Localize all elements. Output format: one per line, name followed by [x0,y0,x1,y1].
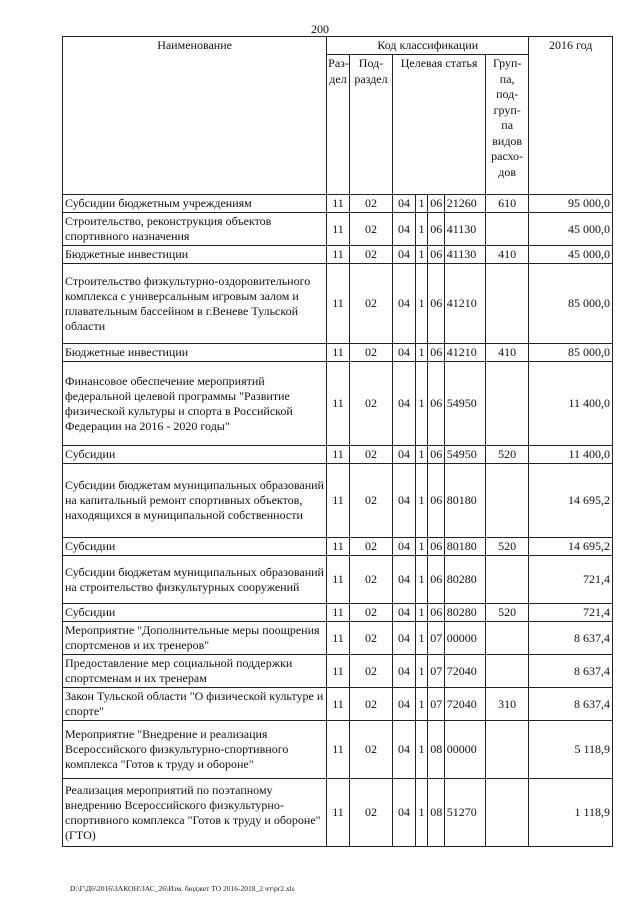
row-target-subprogram: 1 [415,446,427,464]
header-year: 2016 год [529,37,613,195]
row-name: Субсидии бюджетам муниципальных образований на капитальный ремонт спортивных объектов, находящихся в муниципальной собственности [63,464,327,538]
row-target-event: 06 [428,344,445,362]
table-row [63,195,613,213]
row-name: Субсидии [63,446,327,464]
row-name: Бюджетные инвестиции [63,246,327,264]
row-section: 11 [327,604,350,622]
row-target-subprogram: 1 [415,213,427,246]
row-subsection: 02 [349,556,392,604]
row-amount: 721,4 [529,556,613,604]
row-section: 11 [327,213,350,246]
row-target-direction: 80180 [444,538,485,556]
row-target-event: 06 [428,446,445,464]
table-row [63,779,613,847]
budget-table [62,36,613,847]
row-name: Субсидии бюджетным учреждениям [63,195,327,213]
row-target-direction: 00000 [444,622,485,655]
row-target-event: 06 [428,556,445,604]
row-target-subprogram: 1 [415,264,427,344]
row-amount: 85 000,0 [529,344,613,362]
row-target-direction: 54950 [444,362,485,446]
footer-file-path: D:\Г\Д6\2016\ЗАКОН\ЗАС_26\Изм. бюджет ТО 2016-2018_2 чт\pr2.xls [70,884,295,893]
row-target-event: 06 [428,464,445,538]
row-subsection: 02 [349,344,392,362]
table-row [63,622,613,655]
row-target-direction: 41130 [444,213,485,246]
row-target-subprogram: 1 [415,464,427,538]
row-section: 11 [327,195,350,213]
table-row [63,604,613,622]
row-amount: 45 000,0 [529,213,613,246]
row-section: 11 [327,688,350,721]
row-section: 11 [327,655,350,688]
table-row [63,556,613,604]
row-name: Финансовое обеспечение мероприятий федеральной целевой программы "Развитие физической культуры и спорта в Российской Федерации на 2016 - 2020 годы" [63,362,327,446]
row-target-program: 04 [393,446,416,464]
row-subsection: 02 [349,604,392,622]
row-amount: 8 637,4 [529,655,613,688]
row-target-program: 04 [393,538,416,556]
row-amount: 14 695,2 [529,538,613,556]
row-target-program: 04 [393,622,416,655]
row-target-event: 06 [428,604,445,622]
row-amount: 8 637,4 [529,622,613,655]
row-expense-group: 410 [485,344,528,362]
row-target-event: 06 [428,362,445,446]
header-name: Наименование [63,37,327,195]
row-expense-group [485,264,528,344]
row-subsection: 02 [349,264,392,344]
row-target-subprogram: 1 [415,538,427,556]
row-expense-group: 410 [485,246,528,264]
row-target-program: 04 [393,464,416,538]
row-expense-group [485,622,528,655]
row-target-subprogram: 1 [415,604,427,622]
row-expense-group: 520 [485,446,528,464]
table-row [63,213,613,246]
table-row [63,362,613,446]
row-target-subprogram: 1 [415,622,427,655]
row-target-event: 08 [428,779,445,847]
row-subsection: 02 [349,464,392,538]
row-expense-group: 520 [485,604,528,622]
row-target-subprogram: 1 [415,688,427,721]
row-target-direction: 41210 [444,344,485,362]
row-section: 11 [327,464,350,538]
table-row [63,464,613,538]
row-name: Субсидии [63,538,327,556]
row-amount: 11 400,0 [529,362,613,446]
row-target-subprogram: 1 [415,362,427,446]
row-target-subprogram: 1 [415,246,427,264]
row-target-subprogram: 1 [415,655,427,688]
row-amount: 721,4 [529,604,613,622]
page-number: 200 [311,22,329,36]
row-amount: 11 400,0 [529,446,613,464]
row-target-program: 04 [393,688,416,721]
row-target-event: 06 [428,264,445,344]
row-subsection: 02 [349,362,392,446]
row-target-subprogram: 1 [415,344,427,362]
row-target-program: 04 [393,604,416,622]
row-section: 11 [327,362,350,446]
row-expense-group [485,213,528,246]
row-amount: 14 695,2 [529,464,613,538]
header-classification-code: Код классификации [327,37,529,55]
row-name: Субсидии бюджетам муниципальных образований на строительство физкультурных сооружений [63,556,327,604]
table-row [63,344,613,362]
row-subsection: 02 [349,446,392,464]
row-subsection: 02 [349,213,392,246]
row-expense-group [485,362,528,446]
row-target-direction: 80280 [444,604,485,622]
row-section: 11 [327,538,350,556]
row-target-program: 04 [393,721,416,779]
table-row [63,246,613,264]
row-target-event: 07 [428,688,445,721]
table-row [63,721,613,779]
row-name: Бюджетные инвестиции [63,344,327,362]
row-section: 11 [327,721,350,779]
row-expense-group: 520 [485,538,528,556]
row-target-direction: 21260 [444,195,485,213]
header-section: Раз- дел [327,55,350,195]
row-amount: 1 118,9 [529,779,613,847]
row-subsection: 02 [349,538,392,556]
row-section: 11 [327,446,350,464]
row-section: 11 [327,264,350,344]
row-target-direction: 80280 [444,556,485,604]
row-target-program: 04 [393,655,416,688]
row-amount: 95 000,0 [529,195,613,213]
row-target-subprogram: 1 [415,195,427,213]
row-expense-group [485,779,528,847]
row-name: Закон Тульской области "О физической культуре и спорте" [63,688,327,721]
row-target-direction: 51270 [444,779,485,847]
row-target-program: 04 [393,246,416,264]
row-expense-group [485,721,528,779]
row-target-direction: 72040 [444,688,485,721]
row-subsection: 02 [349,779,392,847]
row-target-direction: 54950 [444,446,485,464]
row-target-program: 04 [393,213,416,246]
row-subsection: 02 [349,195,392,213]
row-name: Субсидии [63,604,327,622]
row-subsection: 02 [349,688,392,721]
row-section: 11 [327,344,350,362]
row-target-event: 07 [428,622,445,655]
row-target-event: 06 [428,538,445,556]
table-row [63,446,613,464]
row-target-event: 06 [428,195,445,213]
row-section: 11 [327,622,350,655]
row-amount: 8 637,4 [529,688,613,721]
row-target-program: 04 [393,344,416,362]
row-target-program: 04 [393,195,416,213]
row-name: Строительство, реконструкция объектов спортивного назначения [63,213,327,246]
row-target-event: 07 [428,655,445,688]
row-subsection: 02 [349,622,392,655]
row-expense-group [485,556,528,604]
row-target-program: 04 [393,556,416,604]
row-target-direction: 41210 [444,264,485,344]
row-section: 11 [327,779,350,847]
table-row [63,264,613,344]
row-subsection: 02 [349,655,392,688]
table-row [63,688,613,721]
table-row [63,538,613,556]
row-expense-group: 610 [485,195,528,213]
row-amount: 45 000,0 [529,246,613,264]
row-amount: 5 118,9 [529,721,613,779]
row-expense-group [485,464,528,538]
row-target-subprogram: 1 [415,779,427,847]
header-subsection: Под- раздел [349,55,392,195]
row-target-subprogram: 1 [415,721,427,779]
row-expense-group [485,655,528,688]
row-target-event: 06 [428,246,445,264]
row-target-program: 04 [393,779,416,847]
row-target-direction: 80180 [444,464,485,538]
header-expense-group: Груп- па, под- груп- па видов расхо- дов [485,55,528,195]
table-row [63,655,613,688]
row-target-event: 08 [428,721,445,779]
row-amount: 85 000,0 [529,264,613,344]
row-expense-group: 310 [485,688,528,721]
row-name: Реализация мероприятий по поэтапному внедрению Всероссийского физкультурно-спортивного комплекса "Готов к труду и обороне" (ГТО) [63,779,327,847]
header-target-article: Целевая статья [393,55,486,195]
row-name: Строительство физкультурно-оздоровительного комплекса с универсальным игровым залом и плавательным бассейном в г.Веневе Тульской области [63,264,327,344]
row-section: 11 [327,556,350,604]
row-target-direction: 72040 [444,655,485,688]
row-name: Мероприятие "Дополнительные меры поощрения спортсменов и их тренеров" [63,622,327,655]
row-subsection: 02 [349,721,392,779]
row-target-direction: 41130 [444,246,485,264]
row-target-program: 04 [393,264,416,344]
row-name: Мероприятие "Внедрение и реализация Всероссийского физкультурно-спортивного комплекса "Готов к труду и обороне" [63,721,327,779]
row-subsection: 02 [349,246,392,264]
row-section: 11 [327,246,350,264]
row-target-program: 04 [393,362,416,446]
row-target-event: 06 [428,213,445,246]
row-target-subprogram: 1 [415,556,427,604]
row-name: Предоставление мер социальной поддержки спортсменам и их тренерам [63,655,327,688]
row-target-direction: 00000 [444,721,485,779]
